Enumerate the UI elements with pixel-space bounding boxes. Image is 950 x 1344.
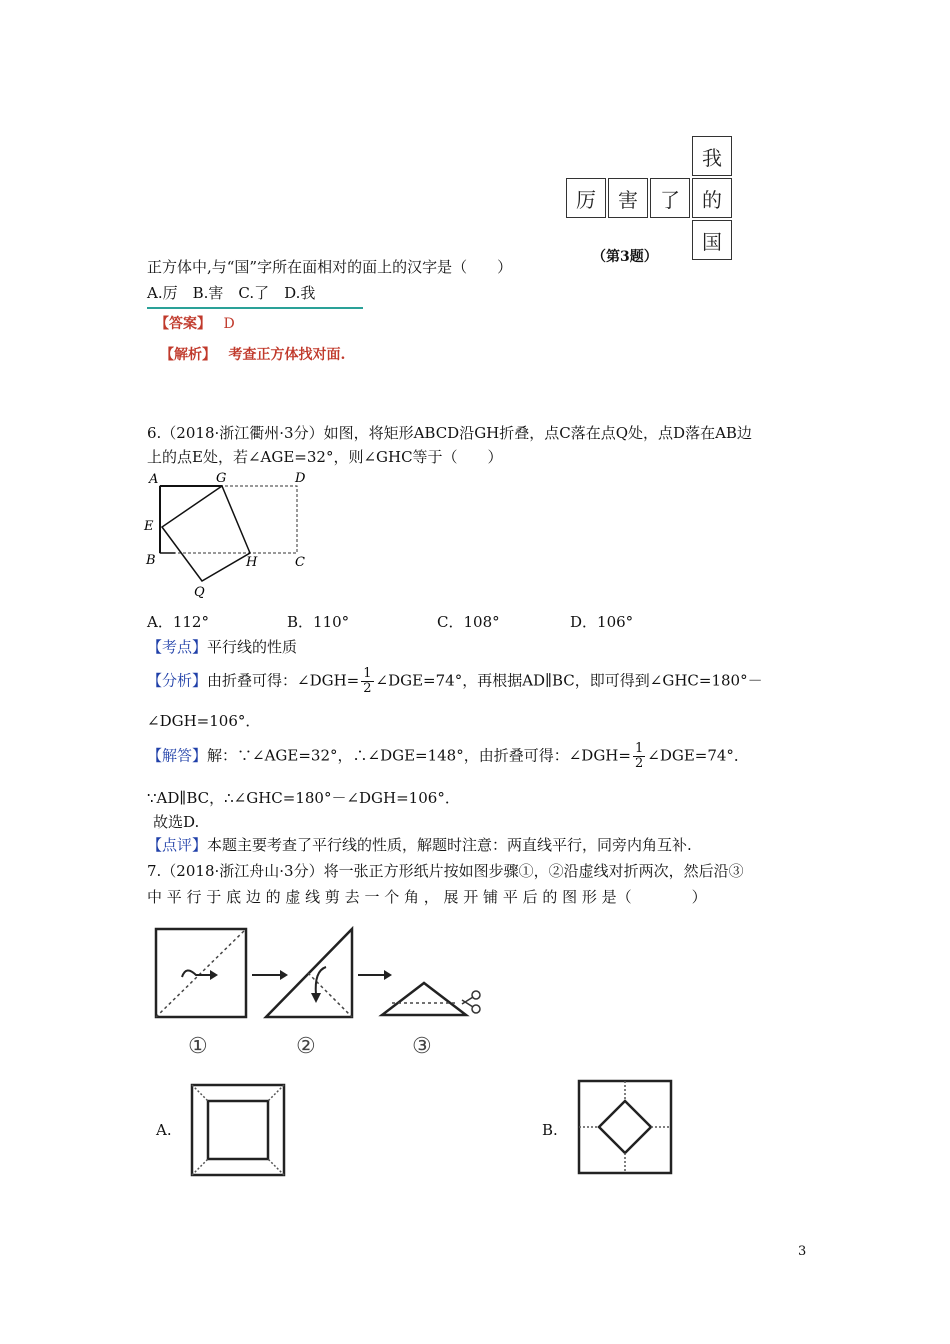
q5-analysis <box>160 344 345 364</box>
label-H: H <box>246 555 258 570</box>
q6-fenxi <box>147 667 763 696</box>
label-C: C <box>295 555 305 570</box>
cube-cell-wo: 我 <box>692 136 732 176</box>
q5-analysis-label: 【解析】 <box>160 347 216 363</box>
q5-divider <box>147 307 363 309</box>
q7-stem-line2: 中 平 行 于 底 边 的 虚 线 剪 去 一 个 角 ， 展 开 铺 平 后 的 图 形 是（ ） <box>147 888 707 906</box>
fenxi-frac-num: 1 <box>363 666 372 681</box>
q5-answer-label: 【答案】 <box>155 316 211 332</box>
label-G: G <box>216 471 227 486</box>
dianping-label: 【点评】 <box>147 836 208 854</box>
q6-jieda-line2: ∵AD∥BC，∴∠GHC=180°－∠DGH=106°． <box>147 789 460 807</box>
kaodian-label: 【考点】 <box>147 638 208 656</box>
fenxi-fraction <box>361 667 373 696</box>
q6-stem-line1: 6.（2018·浙江衢州·3分）如图，将矩形ABCD沿GH折叠，点C落在点Q处，点D落在AB边 <box>147 424 752 442</box>
q6-figure <box>140 468 320 600</box>
q7-option-a-figure <box>190 1083 286 1177</box>
cube-cell-hai: 害 <box>608 178 648 218</box>
label-B: B <box>146 553 156 568</box>
fenxi-part-a: 由折叠可得：∠DGH= <box>207 671 360 690</box>
q6-option-a: A．112° <box>147 613 209 631</box>
jieda-frac-den: 2 <box>634 756 644 771</box>
q7-stem-line1: 7.（2018·浙江舟山·3分）将一张正方形纸片按如图步骤①，②沿虚线对折两次，然后沿③ <box>147 862 744 880</box>
fenxi-frac-den: 2 <box>363 681 372 696</box>
cube-cell-li: 厉 <box>566 178 606 218</box>
q5-analysis-text: 考查正方体找对面. <box>228 347 346 363</box>
q6-option-c: C．108° <box>437 613 500 631</box>
q7-option-b-label: B. <box>542 1121 558 1139</box>
dianping-text: 本题主要考查了平行线的性质，解题时注意：两直线平行，同旁内角互补. <box>207 836 692 854</box>
fenxi-label: 【分析】 <box>147 671 208 690</box>
step-label-3: ③ <box>412 1034 432 1059</box>
q6-option-b: B．110° <box>287 613 350 631</box>
cube-cell-guo: 国 <box>692 220 732 260</box>
step-label-2: ② <box>296 1034 316 1059</box>
q6-kaodian <box>147 636 297 657</box>
q6-jieda <box>147 742 749 771</box>
jieda-frac-num: 1 <box>634 741 644 756</box>
page-number: 3 <box>798 1244 807 1259</box>
jieda-part-a: 解：∵∠AGE=32°，∴∠DGE=148°，由折叠可得：∠DGH= <box>207 746 631 765</box>
cube-cell-de: 的 <box>692 178 732 218</box>
cube-net-caption: （第3题） <box>592 249 658 265</box>
q6-stem-line2: 上的点E处，若∠AGE=32°，则∠GHC等于（ ） <box>147 448 503 466</box>
label-D: D <box>295 471 306 486</box>
q6-option-d: D．106° <box>570 613 634 631</box>
step-label-1: ① <box>188 1034 208 1059</box>
q5-answer-value: D <box>223 316 235 332</box>
q6-jieda-line3: 故选D. <box>153 813 200 831</box>
q7-option-a-label: A. <box>156 1121 172 1139</box>
q5-answer <box>155 313 235 333</box>
q5-options: A.厉 B.害 C.了 D.我 <box>147 284 316 302</box>
label-A: A <box>149 472 159 487</box>
q6-fenxi-line2: ∠DGH=106°． <box>147 712 261 730</box>
label-Q: Q <box>194 585 205 600</box>
cube-cell-le: 了 <box>650 178 690 218</box>
jieda-part-b: ∠DGE=74°． <box>647 746 749 765</box>
q5-stem: 正方体中,与“国”字所在面相对的面上的汉字是（ ） <box>147 258 513 276</box>
q6-dianping <box>147 834 692 855</box>
jieda-fraction <box>633 742 645 771</box>
label-E: E <box>144 519 154 534</box>
jieda-label: 【解答】 <box>147 746 208 765</box>
fenxi-part-b: ∠DGE=74°，再根据AD∥BC，即可得到∠GHC=180°－ <box>375 671 763 690</box>
kaodian-text: 平行线的性质 <box>207 638 298 656</box>
q7-option-b-figure <box>577 1079 673 1175</box>
q7-steps-figure <box>150 915 490 1065</box>
